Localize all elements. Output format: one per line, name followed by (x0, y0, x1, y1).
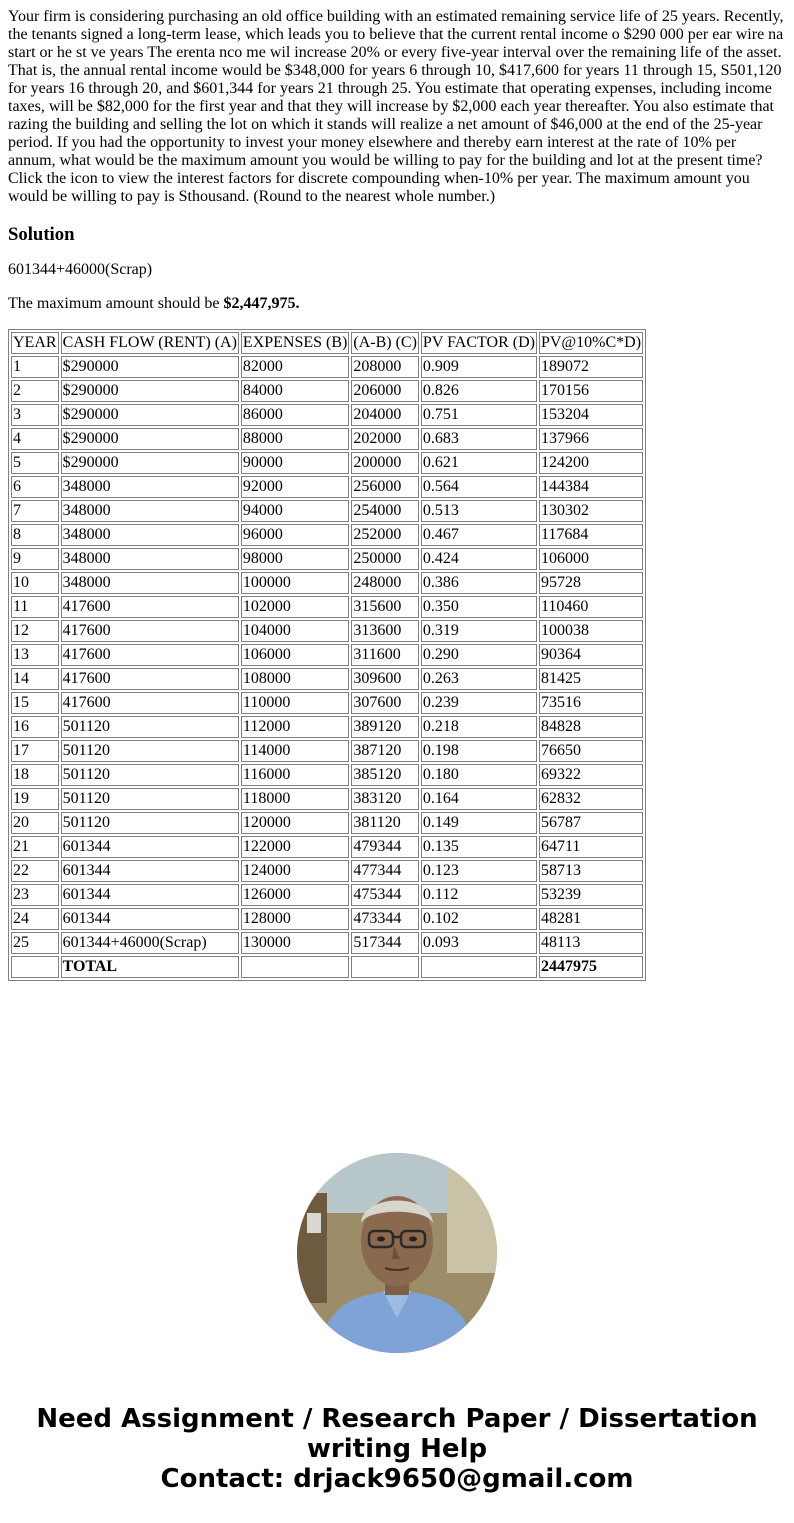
cell-net: 248000 (351, 572, 419, 594)
cell-net: 254000 (351, 500, 419, 522)
cell-year: 4 (11, 428, 59, 450)
cell-year: 12 (11, 620, 59, 642)
cell-cash-flow: 348000 (61, 524, 239, 546)
table-row (11, 668, 643, 690)
cell-cash-flow: 501120 (61, 812, 239, 834)
table-row (11, 932, 643, 954)
cell-net: 383120 (351, 788, 419, 810)
cell-present-value: 69322 (539, 764, 643, 786)
cell-pv-factor: 0.093 (421, 932, 537, 954)
table-total-row (11, 956, 643, 978)
cell-year: 20 (11, 812, 59, 834)
table-row (11, 452, 643, 474)
table-row (11, 764, 643, 786)
cell-cash-flow: 348000 (61, 572, 239, 594)
cell-year: 3 (11, 404, 59, 426)
cell-net: 250000 (351, 548, 419, 570)
cell-year: 17 (11, 740, 59, 762)
cell-present-value: 53239 (539, 884, 643, 906)
cell-net: 309600 (351, 668, 419, 690)
cell-expenses: 84000 (241, 380, 349, 402)
cell-expenses: 108000 (241, 668, 349, 690)
cell-present-value: 56787 (539, 812, 643, 834)
cell-present-value: 48281 (539, 908, 643, 930)
cell-pv-factor: 0.290 (421, 644, 537, 666)
cell-net: 208000 (351, 356, 419, 378)
scrap-note: 601344+46000(Scrap) (8, 261, 153, 278)
cell-year: 21 (11, 836, 59, 858)
cell-net: 479344 (351, 836, 419, 858)
author-photo-icon (297, 1153, 497, 1353)
cell-cash-flow: 601344+46000(Scrap) (61, 932, 239, 954)
cell-cash-flow: 501120 (61, 764, 239, 786)
cell-cash-flow: 601344 (61, 908, 239, 930)
cell-cash-flow: 601344 (61, 860, 239, 882)
cell-cash-flow: 501120 (61, 716, 239, 738)
avatar (297, 1153, 497, 1353)
cell-pv-factor: 0.513 (421, 500, 537, 522)
cell-pv-factor: 0.149 (421, 812, 537, 834)
table-row (11, 500, 643, 522)
cell-cash-flow: 601344 (61, 884, 239, 906)
cell-present-value: 100038 (539, 620, 643, 642)
cell-net: 206000 (351, 380, 419, 402)
cell-cash-flow: $290000 (61, 380, 239, 402)
cell-present-value: 2447975 (539, 956, 643, 978)
cell-present-value: 76650 (539, 740, 643, 762)
cell-cash-flow: 348000 (61, 500, 239, 522)
table-row (11, 572, 643, 594)
cell-cash-flow: 417600 (61, 668, 239, 690)
cell-cash-flow: $290000 (61, 356, 239, 378)
header-net: (A-B) (C) (351, 332, 419, 354)
cell-cash-flow: $290000 (61, 428, 239, 450)
cell-pv-factor (421, 956, 537, 978)
cell-year: 9 (11, 548, 59, 570)
table-row (11, 692, 643, 714)
cell-cash-flow: 417600 (61, 596, 239, 618)
cell-expenses: 126000 (241, 884, 349, 906)
cell-pv-factor: 0.319 (421, 620, 537, 642)
cell-year: 22 (11, 860, 59, 882)
cell-expenses (241, 956, 349, 978)
cell-cash-flow: TOTAL (61, 956, 239, 978)
cell-expenses: 90000 (241, 452, 349, 474)
cell-net: 202000 (351, 428, 419, 450)
cell-pv-factor: 0.350 (421, 596, 537, 618)
table-row (11, 380, 643, 402)
footer-line-1: Need Assignment / Research Paper / Dissertation (36, 1404, 758, 1434)
cell-net: 313600 (351, 620, 419, 642)
cell-cash-flow: 501120 (61, 788, 239, 810)
cell-net: 315600 (351, 596, 419, 618)
cell-present-value: 48113 (539, 932, 643, 954)
cell-pv-factor: 0.164 (421, 788, 537, 810)
header-pv-factor: PV FACTOR (D) (421, 332, 537, 354)
cash-flow-table (8, 329, 646, 981)
cell-expenses: 116000 (241, 764, 349, 786)
table-row (11, 428, 643, 450)
cell-net: 387120 (351, 740, 419, 762)
cell-pv-factor: 0.909 (421, 356, 537, 378)
cell-net: 307600 (351, 692, 419, 714)
cell-present-value: 170156 (539, 380, 643, 402)
cell-pv-factor: 0.239 (421, 692, 537, 714)
header-expenses: EXPENSES (B) (241, 332, 349, 354)
cell-expenses: 98000 (241, 548, 349, 570)
cell-year: 14 (11, 668, 59, 690)
cell-pv-factor: 0.180 (421, 764, 537, 786)
table-row (11, 644, 643, 666)
cell-present-value: 58713 (539, 860, 643, 882)
cell-expenses: 110000 (241, 692, 349, 714)
table-row (11, 716, 643, 738)
table-row (11, 836, 643, 858)
cell-present-value: 130302 (539, 500, 643, 522)
answer-prefix: The maximum amount should be (8, 295, 224, 312)
cell-cash-flow: 501120 (61, 740, 239, 762)
header-present-value: PV@10%C*D) (539, 332, 643, 354)
cell-year: 11 (11, 596, 59, 618)
cell-year: 5 (11, 452, 59, 474)
cell-net: 256000 (351, 476, 419, 498)
cell-year: 24 (11, 908, 59, 930)
cell-expenses: 106000 (241, 644, 349, 666)
cell-pv-factor: 0.263 (421, 668, 537, 690)
table-row (11, 596, 643, 618)
table-body (11, 356, 643, 978)
cell-cash-flow: $290000 (61, 404, 239, 426)
table-row (11, 860, 643, 882)
cell-year: 10 (11, 572, 59, 594)
header-cash-flow: CASH FLOW (RENT) (A) (61, 332, 239, 354)
cell-year: 25 (11, 932, 59, 954)
cell-pv-factor: 0.826 (421, 380, 537, 402)
cell-pv-factor: 0.564 (421, 476, 537, 498)
cell-cash-flow: 417600 (61, 644, 239, 666)
cell-present-value: 124200 (539, 452, 643, 474)
table-row (11, 548, 643, 570)
cell-pv-factor: 0.683 (421, 428, 537, 450)
cell-year: 7 (11, 500, 59, 522)
cell-expenses: 96000 (241, 524, 349, 546)
cell-year: 15 (11, 692, 59, 714)
cell-pv-factor: 0.751 (421, 404, 537, 426)
cell-net: 475344 (351, 884, 419, 906)
cell-expenses: 118000 (241, 788, 349, 810)
cell-cash-flow: $290000 (61, 452, 239, 474)
table-row (11, 620, 643, 642)
cell-expenses: 104000 (241, 620, 349, 642)
cell-present-value: 95728 (539, 572, 643, 594)
cell-expenses: 82000 (241, 356, 349, 378)
cell-year: 16 (11, 716, 59, 738)
footer-banner (0, 1404, 794, 1494)
cell-net: 381120 (351, 812, 419, 834)
table-row (11, 476, 643, 498)
cell-expenses: 92000 (241, 476, 349, 498)
cell-pv-factor: 0.467 (421, 524, 537, 546)
cell-net: 517344 (351, 932, 419, 954)
cell-present-value: 84828 (539, 716, 643, 738)
cell-cash-flow: 417600 (61, 692, 239, 714)
table-row (11, 524, 643, 546)
cell-present-value: 117684 (539, 524, 643, 546)
footer-line-2: writing Help (306, 1434, 488, 1464)
cell-present-value: 90364 (539, 644, 643, 666)
cell-net: 473344 (351, 908, 419, 930)
cell-year (11, 956, 59, 978)
cell-present-value: 110460 (539, 596, 643, 618)
cell-net (351, 956, 419, 978)
table-header-row (11, 332, 643, 354)
answer-line (8, 295, 786, 313)
cell-expenses: 100000 (241, 572, 349, 594)
cell-expenses: 130000 (241, 932, 349, 954)
cell-cash-flow: 348000 (61, 548, 239, 570)
cell-pv-factor: 0.102 (421, 908, 537, 930)
table-row (11, 740, 643, 762)
table-row (11, 908, 643, 930)
cell-pv-factor: 0.198 (421, 740, 537, 762)
cell-pv-factor: 0.218 (421, 716, 537, 738)
cell-expenses: 112000 (241, 716, 349, 738)
cell-expenses: 120000 (241, 812, 349, 834)
cell-net: 311600 (351, 644, 419, 666)
cell-net: 385120 (351, 764, 419, 786)
cell-pv-factor: 0.424 (421, 548, 537, 570)
cell-expenses: 86000 (241, 404, 349, 426)
cell-year: 8 (11, 524, 59, 546)
solution-heading: Solution (8, 224, 75, 245)
cell-year: 2 (11, 380, 59, 402)
cell-year: 18 (11, 764, 59, 786)
cell-net: 389120 (351, 716, 419, 738)
cell-year: 23 (11, 884, 59, 906)
cell-expenses: 124000 (241, 860, 349, 882)
cell-year: 19 (11, 788, 59, 810)
cell-expenses: 114000 (241, 740, 349, 762)
cell-pv-factor: 0.621 (421, 452, 537, 474)
cell-cash-flow: 601344 (61, 836, 239, 858)
cell-year: 1 (11, 356, 59, 378)
cell-net: 252000 (351, 524, 419, 546)
question-text: Your firm is considering purchasing an old office building with an estimated remaining service life of 25 years. Recently, the tenants signed a long-term lease, which leads you to believe that the current rental income o $290 000 per ear wire na start or he st ve years The erenta nco me wil increase 20% or every five-year interval over the remaining life of the asset. That is, the annual rental income would be $348,000 for years 6 through 10, $417,600 for years 11 through 15, S501,120 for years 16 through 20, and $601,344 for years 21 through 25. You estimate that operating expenses, including income taxes, will be $82,000 for the first year and that they will increase by $2,000 each year thereafter. You also estimate that razing the building and selling the lot on which it stands will realize a net amount of $46,000 at the end of the 25-year period. If you had the opportunity to invest your money elsewhere and thereby earn interest at the rate of 10% per annum, what would be the maximum amount you would be willing to pay for the building and lot at the present time? Click the icon to view the interest factors for discrete compounding when-10% per year. The maximum amount you would be willing to pay is Sthousand. (Round to the nearest whole number.) (8, 8, 784, 205)
cell-net: 204000 (351, 404, 419, 426)
cell-pv-factor: 0.123 (421, 860, 537, 882)
cell-net: 477344 (351, 860, 419, 882)
cell-expenses: 122000 (241, 836, 349, 858)
cell-expenses: 102000 (241, 596, 349, 618)
cell-present-value: 73516 (539, 692, 643, 714)
cell-present-value: 189072 (539, 356, 643, 378)
answer-value: $2,447,975. (223, 295, 300, 312)
cell-year: 13 (11, 644, 59, 666)
header-year: YEAR (11, 332, 59, 354)
cell-cash-flow: 417600 (61, 620, 239, 642)
table-row (11, 884, 643, 906)
cell-cash-flow: 348000 (61, 476, 239, 498)
table-row (11, 356, 643, 378)
footer-contact: Contact: drjack9650@gmail.com (160, 1464, 634, 1494)
cell-expenses: 128000 (241, 908, 349, 930)
cell-present-value: 137966 (539, 428, 643, 450)
cell-present-value: 153204 (539, 404, 643, 426)
cell-expenses: 88000 (241, 428, 349, 450)
cell-net: 200000 (351, 452, 419, 474)
cell-present-value: 144384 (539, 476, 643, 498)
cell-present-value: 106000 (539, 548, 643, 570)
cell-present-value: 81425 (539, 668, 643, 690)
cell-pv-factor: 0.112 (421, 884, 537, 906)
table-row (11, 788, 643, 810)
table-row (11, 404, 643, 426)
cell-present-value: 64711 (539, 836, 643, 858)
cell-present-value: 62832 (539, 788, 643, 810)
cell-year: 6 (11, 476, 59, 498)
table-row (11, 812, 643, 834)
cell-pv-factor: 0.135 (421, 836, 537, 858)
cell-pv-factor: 0.386 (421, 572, 537, 594)
cell-expenses: 94000 (241, 500, 349, 522)
